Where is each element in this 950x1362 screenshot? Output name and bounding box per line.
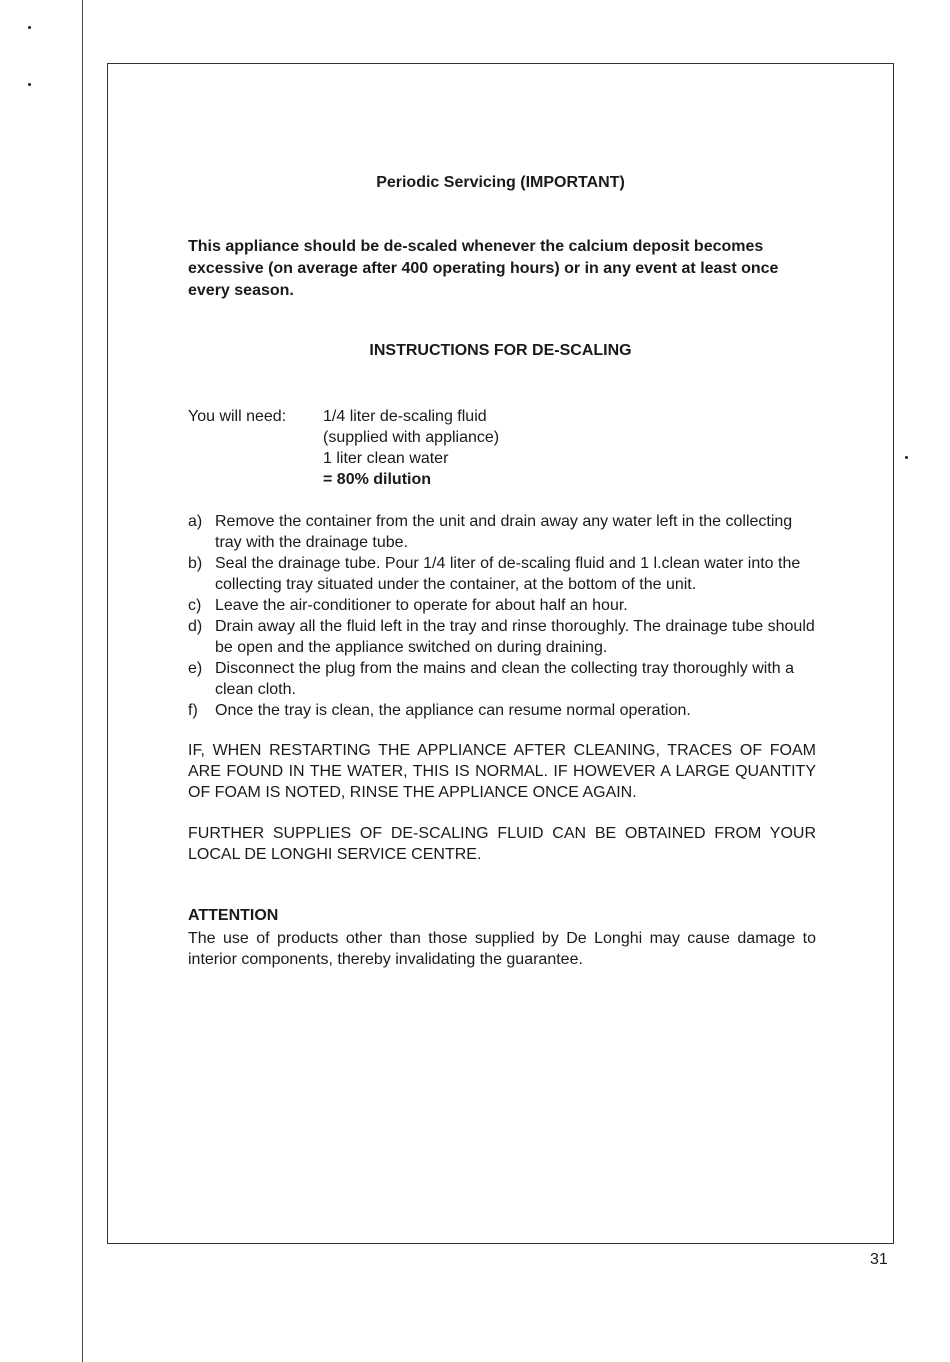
attention-heading: ATTENTION	[188, 907, 279, 924]
step-marker: a)	[188, 513, 203, 530]
step-text: Seal the drainage tube. Pour 1/4 liter of de-scaling fluid and 1 l.clean water into the collecting tray situated under the container, at the bottom of the unit.	[215, 555, 801, 593]
step-marker: c)	[188, 597, 202, 614]
need-item: 1 liter clean water	[323, 450, 449, 467]
step-marker: e)	[188, 660, 203, 677]
step-item	[188, 553, 816, 595]
need-item: 1/4 liter de-scaling fluid	[323, 408, 487, 425]
page-title: Periodic Servicing (IMPORTANT)	[376, 174, 625, 191]
intro-paragraph: This appliance should be de-scaled whenever the calcium deposit becomes excessive (on average after 400 operating hours) or in any event at least once every season.	[188, 238, 779, 299]
step-item	[188, 658, 816, 700]
page-number: 31	[870, 1251, 888, 1268]
need-item: (supplied with appliance)	[323, 429, 500, 446]
step-item	[188, 700, 816, 721]
need-label: You will need:	[188, 408, 287, 425]
step-item	[188, 595, 816, 616]
step-text: Leave the air-conditioner to operate for about half an hour.	[215, 597, 628, 614]
step-item	[188, 511, 816, 553]
foam-note: IF, WHEN RESTARTING THE APPLIANCE AFTER CLEANING, TRACES OF FOAM ARE FOUND IN THE WATER, THIS IS NORMAL. IF HOWEVER A LARGE QUANTITY OF FOAM IS NOTED, RINSE THE APPLIANCE ONCE AGAIN.	[188, 742, 816, 801]
need-list	[323, 406, 499, 490]
step-marker: b)	[188, 555, 203, 572]
step-item	[188, 616, 816, 658]
descaling-steps	[188, 511, 816, 721]
scan-speck	[28, 83, 31, 86]
scan-speck	[905, 456, 908, 459]
step-text: Remove the container from the unit and drain away any water left in the collecting tray with the drainage tube.	[215, 513, 793, 551]
step-text: Once the tray is clean, the appliance can resume normal operation.	[215, 702, 691, 719]
step-marker: f)	[188, 702, 198, 719]
attention-text: The use of products other than those supplied by De Longhi may cause damage to interior components, thereby invalidating the guarantee.	[188, 930, 816, 968]
supplies-note: FURTHER SUPPLIES OF DE-SCALING FLUID CAN BE OBTAINED FROM YOUR LOCAL DE LONGHI SERVICE CENTRE.	[188, 825, 816, 863]
section-heading: INSTRUCTIONS FOR DE-SCALING	[369, 342, 632, 359]
dilution-result: = 80% dilution	[323, 471, 432, 488]
step-marker: d)	[188, 618, 203, 635]
step-text: Drain away all the fluid left in the tray and rinse thoroughly. The drainage tube should be open and the appliance switched on during draining.	[215, 618, 815, 656]
binding-line	[82, 0, 83, 1362]
step-text: Disconnect the plug from the mains and clean the collecting tray thoroughly with a clean cloth.	[215, 660, 794, 698]
scan-speck	[28, 26, 31, 29]
